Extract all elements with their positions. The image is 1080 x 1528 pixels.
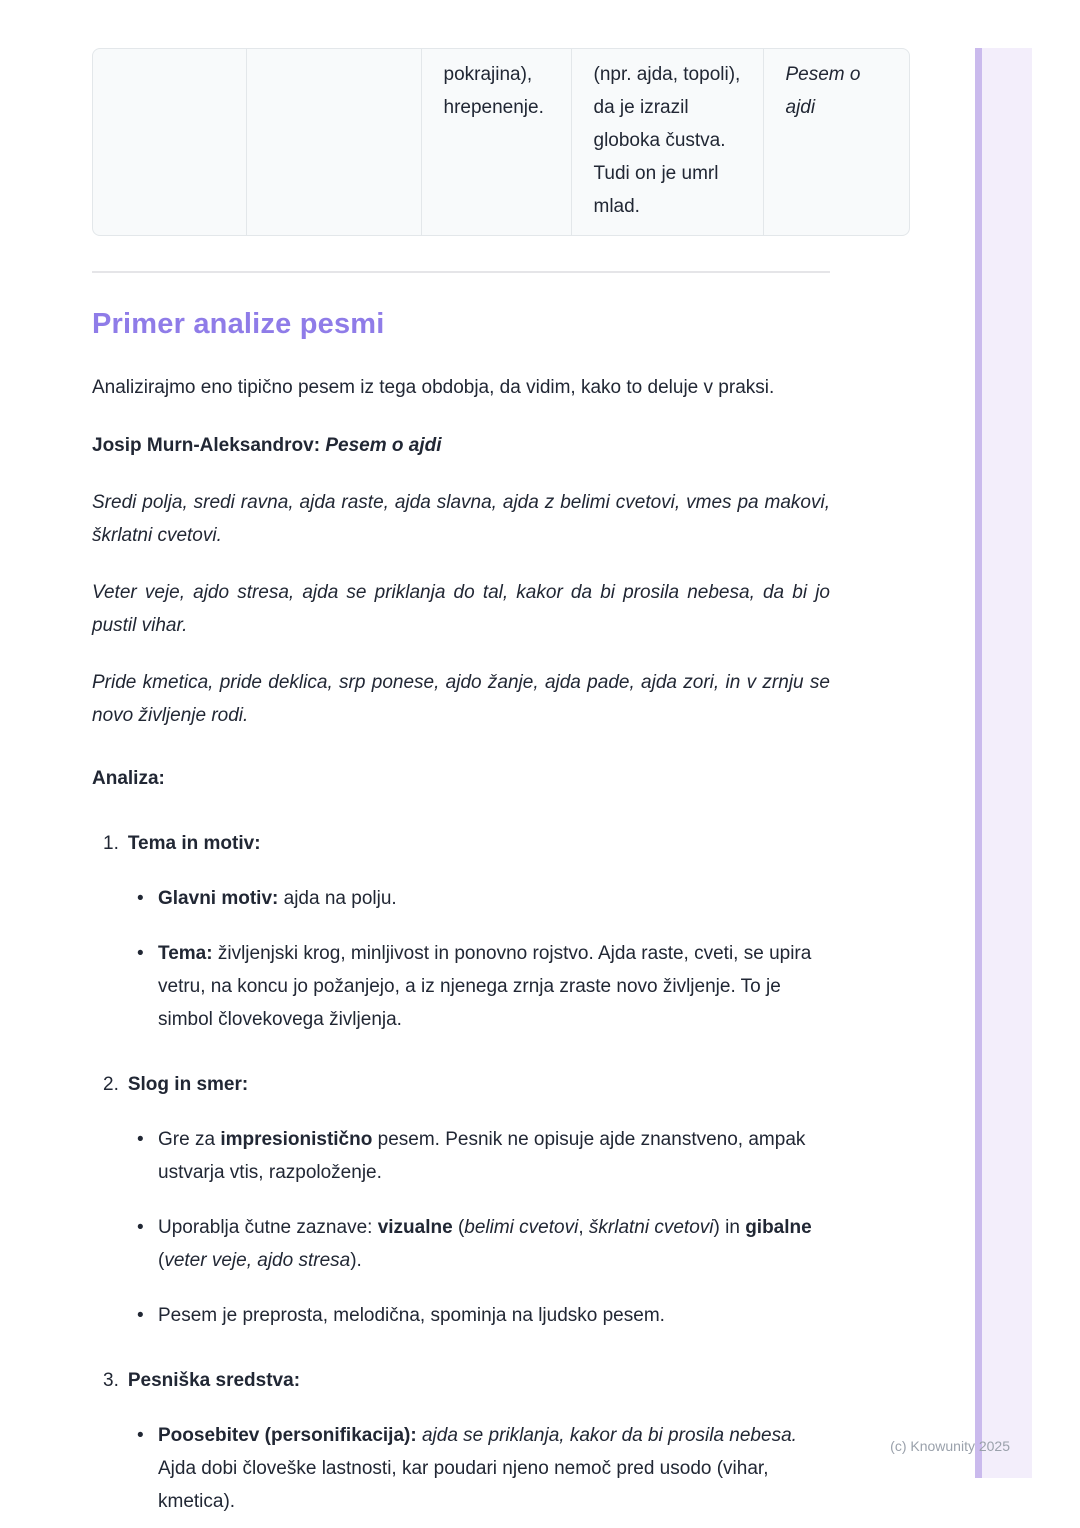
table-cell-poem-title: Pesem o ajdi	[785, 64, 861, 118]
bullet-text	[158, 937, 830, 1036]
text-run: ,	[578, 1217, 589, 1238]
section-divider	[92, 271, 830, 273]
poem-stanza-3: Pride kmetica, pride deklica, srp ponese, ajdo žanje, ajda pade, ajda zori, in v zrnju se novo življenje rodi.	[92, 672, 830, 726]
analysis-item-heading	[92, 1068, 830, 1101]
table-cell-4: (npr. ajda, topoli), da je izrazil globoka čustva. Tudi on je umrl mlad.	[571, 49, 763, 235]
analysis-item-heading	[92, 827, 830, 860]
text-run: vizualne	[377, 1217, 453, 1238]
poem-stanza-2: Veter veje, ajdo stresa, ajda se priklanja do tal, kakor da bi prosila nebesa, da bi jo pustil vihar.	[92, 582, 830, 636]
table-row	[93, 49, 910, 235]
item-title: Slog in smer:	[127, 1074, 249, 1095]
table-cell-3: pokrajina), hrepenenje.	[421, 49, 571, 235]
item-title: Tema in motiv:	[127, 833, 261, 854]
bullet-list	[92, 1123, 830, 1332]
text-run: Pesem je preprosta, melodična, spominja na ljudsko pesem.	[158, 1305, 665, 1326]
analysis-item	[92, 1364, 830, 1518]
poem-stanza-1: Sredi polja, sredi ravna, ajda raste, ajda slavna, ajda z belimi cvetovi, vmes pa makovi, škrlatni cvetovi.	[92, 492, 830, 546]
text-run: Tema:	[158, 943, 213, 964]
overview-table	[92, 48, 910, 236]
text-run: veter veje, ajdo stresa	[164, 1250, 351, 1271]
text-run: Gre za	[158, 1129, 221, 1150]
content-column	[92, 48, 910, 1518]
author-name: Josip Murn-Aleksandrov:	[92, 435, 321, 456]
text-run: ) in	[713, 1217, 746, 1238]
table-cell-1	[93, 49, 246, 235]
bullet-text	[158, 1299, 830, 1332]
analysis-label: Analiza:	[92, 768, 165, 789]
text-run: Uporablja čutne zaznave:	[158, 1217, 378, 1238]
bullet-list	[92, 1419, 830, 1518]
bullet-dot: •	[137, 1425, 144, 1446]
text-run: (	[158, 1250, 165, 1271]
item-number: 1.	[103, 833, 119, 854]
bullet-item	[137, 1123, 830, 1189]
text-run: Poosebitev (personifikacija):	[158, 1425, 417, 1446]
bullet-item	[137, 1211, 830, 1277]
poem-author-line	[92, 429, 830, 462]
bullet-item	[137, 1299, 830, 1332]
text-run: škrlatni cvetovi	[588, 1217, 714, 1238]
bullet-dot: •	[137, 888, 144, 909]
bullet-item	[137, 1419, 830, 1518]
bullet-text	[158, 1123, 830, 1189]
bullet-dot: •	[137, 1129, 144, 1150]
bullet-item	[137, 937, 830, 1036]
text-run: pesem. Pesnik ne opisuje ajde znanstveno, ampak ustvarja vtis, razpoloženje.	[158, 1129, 806, 1183]
bullet-item	[137, 882, 830, 915]
item-number: 2.	[103, 1074, 119, 1095]
poem-title: Pesem o ajdi	[325, 435, 442, 456]
text-run: ajda na polju.	[278, 888, 397, 909]
text-run: (	[452, 1217, 465, 1238]
bullet-list	[92, 882, 830, 1036]
text-run: ).	[350, 1250, 362, 1271]
analysis-item	[92, 827, 830, 1036]
bullet-text	[158, 1419, 830, 1518]
text-run: impresionistično	[220, 1129, 373, 1150]
analysis-list	[92, 827, 830, 1518]
text-run: ajda se priklanja, kakor da bi prosila nebesa.	[421, 1425, 797, 1446]
table-cell-2	[246, 49, 421, 235]
item-number: 3.	[103, 1370, 119, 1391]
bullet-dot: •	[137, 943, 144, 964]
analysis-item-heading	[92, 1364, 830, 1397]
intro-paragraph: Analizirajmo eno tipično pesem iz tega obdobja, da vidim, kako to deluje v praksi.	[92, 377, 775, 398]
text-run: gibalne	[745, 1217, 812, 1238]
text-run: Ajda dobi človeške lastnosti, kar poudari njeno nemoč pred usodo (vihar, kmetica).	[158, 1458, 769, 1512]
text-run: Glavni motiv:	[158, 888, 279, 909]
analysis-item	[92, 1068, 830, 1332]
bullet-dot: •	[137, 1305, 144, 1326]
bullet-text	[158, 882, 830, 915]
bullet-dot: •	[137, 1217, 144, 1238]
bullet-text	[158, 1211, 830, 1277]
copyright-footer: (c) Knowunity 2025	[890, 1438, 1010, 1454]
section-heading: Primer analize pesmi	[92, 308, 385, 340]
scrollbar-track[interactable]	[975, 48, 1032, 1478]
table	[93, 49, 910, 235]
item-title: Pesniška sredstva:	[127, 1370, 301, 1391]
text-run: belimi cvetovi	[464, 1217, 579, 1238]
text-run: življenjski krog, minljivost in ponovno rojstvo. Ajda raste, cveti, se upira vetru, na koncu jo požanjejo, a iz njenega zrnja zraste novo življenje. To je simbol človekovega življenja.	[158, 943, 812, 1030]
